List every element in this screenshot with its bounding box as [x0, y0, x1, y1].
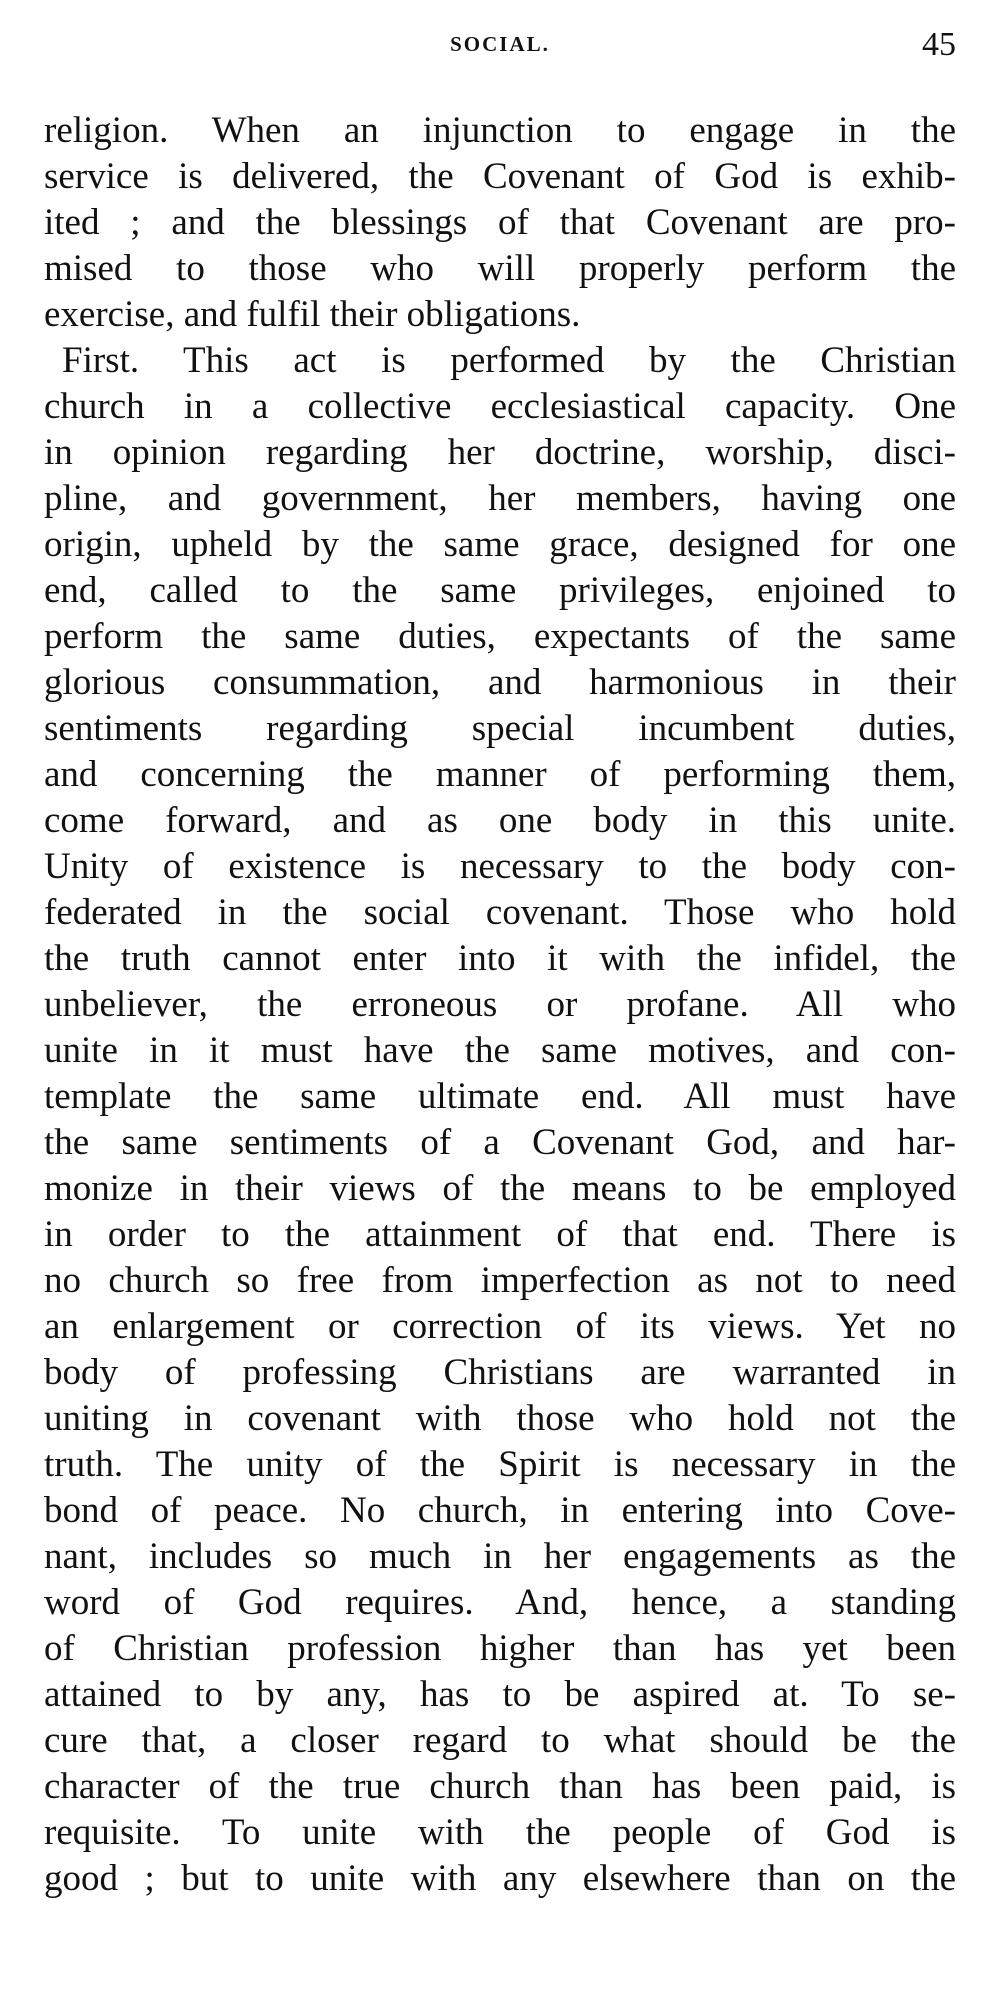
text-line: church in a collective ecclesiastical capacity. One: [44, 386, 956, 427]
text-line: no church so free from imperfection as not to need: [44, 1260, 956, 1301]
text-line: body of professing Christians are warranted in: [44, 1352, 956, 1393]
body-text: [44, 108, 956, 1902]
text-line: in order to the attainment of that end. There is: [44, 1214, 956, 1255]
text-line: nant, includes so much in her engagements as the: [44, 1536, 956, 1577]
text-line: in opinion regarding her doctrine, worship, disci-: [44, 432, 956, 473]
text-line: sentiments regarding special incumbent duties,: [44, 708, 956, 749]
text-line: origin, upheld by the same grace, designed for one: [44, 524, 956, 565]
text-line: mised to those who will properly perform the: [44, 248, 956, 289]
text-line: requisite. To unite with the people of God is: [44, 1812, 956, 1853]
running-head-title: SOCIAL.: [450, 32, 550, 56]
text-line: monize in their views of the means to be employed: [44, 1168, 956, 1209]
text-line: glorious consummation, and harmonious in their: [44, 662, 956, 703]
text-line: cure that, a closer regard to what should be the: [44, 1720, 956, 1761]
text-line: unite in it must have the same motives, and con-: [44, 1030, 956, 1071]
text-line: and concerning the manner of performing them,: [44, 754, 956, 795]
text-line: perform the same duties, expectants of the same: [44, 616, 956, 657]
text-line: religion. When an injunction to engage in the: [44, 110, 956, 151]
text-line: an enlargement or correction of its views. Yet no: [44, 1306, 956, 1347]
text-line: uniting in covenant with those who hold not the: [44, 1398, 956, 1439]
text-line: of Christian profession higher than has yet been: [44, 1628, 956, 1669]
text-line: ited ; and the blessings of that Covenant are pro-: [44, 202, 956, 243]
text-line: good ; but to unite with any elsewhere than on the: [44, 1858, 956, 1899]
text-line: the same sentiments of a Covenant God, and har-: [44, 1122, 956, 1163]
page-number: 45: [922, 26, 956, 63]
text-line: truth. The unity of the Spirit is necessary in the: [44, 1444, 956, 1485]
text-line: character of the true church than has been paid, is: [44, 1766, 956, 1807]
text-line: exercise, and fulfil their obligations.: [44, 294, 581, 335]
running-head: [44, 26, 956, 66]
text-line: unbeliever, the erroneous or profane. All who: [44, 984, 956, 1025]
text-line: attained to by any, has to be aspired at. To se-: [44, 1674, 956, 1715]
text-line: pline, and government, her members, having one: [44, 478, 956, 519]
text-line: word of God requires. And, hence, a standing: [44, 1582, 956, 1623]
text-line: come forward, and as one body in this unite.: [44, 800, 956, 841]
text-line: service is delivered, the Covenant of God is exhib-: [44, 156, 956, 197]
text-line: federated in the social covenant. Those who hold: [44, 892, 956, 933]
text-line: template the same ultimate end. All must have: [44, 1076, 956, 1117]
text-line: First. This act is performed by the Christian: [62, 340, 956, 381]
text-line: end, called to the same privileges, enjoined to: [44, 570, 956, 611]
text-line: the truth cannot enter into it with the infidel, the: [44, 938, 956, 979]
text-line: Unity of existence is necessary to the body con-: [44, 846, 956, 887]
text-line: bond of peace. No church, in entering into Cove-: [44, 1490, 956, 1531]
